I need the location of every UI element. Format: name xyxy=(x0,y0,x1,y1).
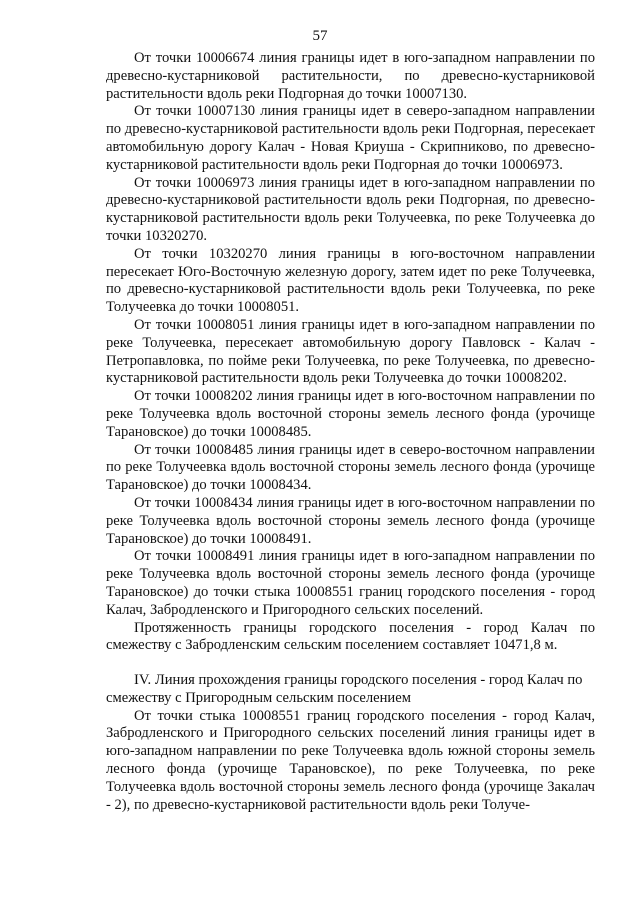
document-body xyxy=(106,50,595,814)
page-number: 57 xyxy=(312,28,328,44)
paragraph-3: От точки 10006973 линия границы идет в юго-западном направлении по древесно-кустарниковой растительности вдоль реки Подгорная, по древесно-кустарниковой растительности вдоль реки Толучеевка, по реке Толучеевка до точки 10320270. xyxy=(106,174,595,244)
paragraph-6: От точки 10008202 линия границы идет в юго-восточном направлении по реке Толучеевка вдоль восточной стороны земель лесного фонда (урочище Тарановское) до точки 10008485. xyxy=(106,388,595,440)
paragraph-9: От точки 10008491 линия границы идет в юго-западном направлении по реке Толучеевка вдоль восточной стороны земель лесного фонда (урочище Тарановское) до точки стыка 10008551 границ городского поселения - город Калач, Забродленского и Пригородного сельских поселений. xyxy=(106,548,595,618)
section-heading: IV. Линия прохождения границы городского поселения - город Калач по смежеству с Пригородным сельским поселением xyxy=(106,672,583,706)
paragraph-7: От точки 10008485 линия границы идет в северо-восточном направлении по реке Толучеевка вдоль восточной стороны земель лесного фонда (урочище Тарановское) до точки 10008434. xyxy=(106,441,595,494)
paragraph-2: От точки 10007130 линия границы идет в северо-западном направлении по древесно-кустарниковой растительности вдоль реки Подгорная, пересекает автомобильную дорогу Калач - Новая Криуша - Скрипниково, по древесно-кустарниковой растительности вдоль реки Подгорная до точки 10006973. xyxy=(106,103,595,173)
section-paragraph-1: От точки стыка 10008551 границ городского поселения - город Калач, Забродленского и Пригородного сельских поселений линия границы идет в юго-западном направлении по реке Толучеевка вдоль южной стороны земель лесного фонда (урочище Тарановское), по реке Толучеевка, по реке Толучеевка вдоль восточной стороны земель лесного фонда (урочище Закалач - 2), по древесно-кустарниковой растительности вдоль реки Толуче- xyxy=(106,707,595,813)
boundary-length-paragraph: Протяженность границы городского поселения - город Калач по смежеству с Забродленским сельским поселением составляет 10471,8 м. xyxy=(106,619,595,654)
paragraph-8: От точки 10008434 линия границы идет в юго-восточном направлении по реке Толучеевка вдоль восточной стороны земель лесного фонда (урочище Тарановское) до точки 10008491. xyxy=(106,494,595,547)
paragraph-5: От точки 10008051 линия границы идет в юго-западном направлении по реке Толучеевка, пересекает автомобильную дорогу Павловск - Калач - Петропавловка, по пойме реки Толучеевка, по реке Толучеевка, по древесно-кустарниковой растительности вдоль реки Толучеевка до точки 10008202. xyxy=(106,316,595,387)
section-spacer xyxy=(106,655,595,672)
paragraph-1: От точки 10006674 линия границы идет в юго-западном направлении по древесно-кустарниковой растительности, по древесно-кустарниковой растительности вдоль реки Подгорная до точки 10007130. xyxy=(106,50,595,102)
paragraph-4: От точки 10320270 линия границы в юго-восточном направлении пересекает Юго-Восточную железную дорогу, затем идет по реке Толучеевка, по древесно-кустарниковой растительности вдоль реки Толучеевка, по реке Толучеевка до точки 10008051. xyxy=(106,245,595,316)
